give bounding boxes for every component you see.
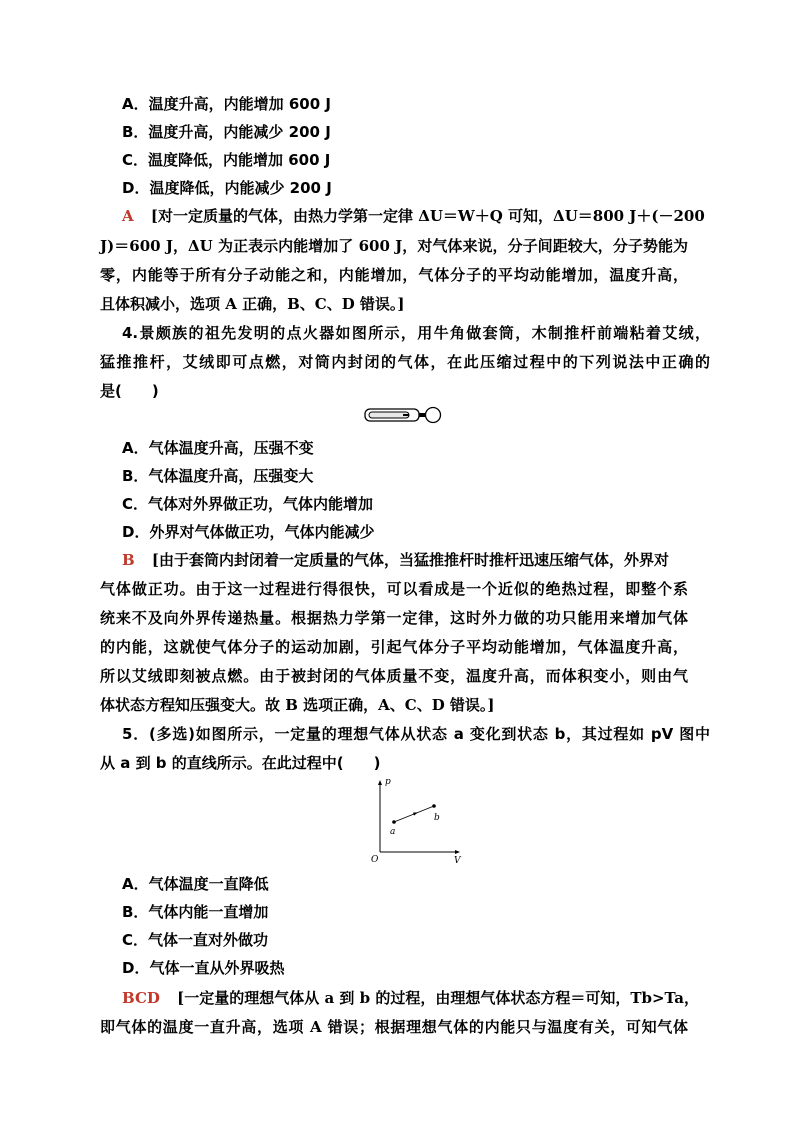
state-b-point — [432, 804, 436, 808]
q5-explanation-line — [122, 987, 708, 1009]
q5-explanation-line: 即气体的温度一直升高，选项 A 错误；根据理想气体的内能只与温度有关，可知气体 — [100, 1018, 688, 1036]
q4-explanation-line — [122, 549, 708, 571]
v-axis-arrow — [455, 850, 460, 854]
fire-piston-figure — [364, 404, 442, 426]
v-axis-label: V — [454, 856, 461, 864]
q5-stem-line: 5．(多选)如图所示，一定量的理想气体从状态 a 变化到状态 b，其过程如 pV 图中 — [122, 725, 710, 743]
state-a-label: a — [390, 827, 396, 837]
q4-explanation-line: 气体做正功。由于这一过程进行得很快，可以看成是一个近似的绝热过程，即整个系 — [100, 580, 688, 598]
origin-label: O — [371, 855, 379, 864]
q4-option-a: A．气体温度升高，压强不变 — [122, 439, 314, 457]
q4-option-d: D．外界对气体做正功，气体内能减少 — [122, 523, 375, 541]
q3-option-b: B．温度升高，内能减少 200 J — [122, 123, 331, 141]
q3-option-d: D．温度降低，内能减少 200 J — [122, 179, 332, 197]
q5-option-b: B．气体内能一直增加 — [122, 903, 269, 921]
p-axis-label: p — [385, 777, 391, 787]
state-b-label: b — [434, 813, 440, 823]
p-axis-arrow — [378, 780, 382, 785]
q3-option-a: A．温度升高，内能增加 600 J — [122, 95, 331, 113]
q4-explanation-line: 体状态方程知压强变大。故 B 选项正确，A、C、D 错误。] — [100, 696, 495, 714]
q4-stem-line: 4.景颇族的祖先发明的点火器如图所示，用牛角做套筒，木制推杆前端粘着艾绒， — [122, 324, 710, 342]
process-arrow — [413, 812, 418, 815]
pv-graph — [368, 776, 464, 864]
q4-answer: B — [122, 551, 135, 569]
state-a-point — [392, 820, 396, 824]
piston-knob — [426, 408, 441, 423]
q5-explanation-text: [一定量的理想气体从 a 到 b 的过程，由理想气体状态方程＝可知，Tb>Ta， — [177, 989, 700, 1007]
q4-stem-line: 是( ) — [100, 382, 159, 400]
q3-answer: A — [122, 207, 134, 225]
q4-option-b: B．气体温度升高，压强变大 — [122, 467, 314, 485]
q4-option-c: C．气体对外界做正功，气体内能增加 — [122, 495, 374, 513]
q4-explanation-line: 统来不及向外界传递热量。根据热力学第一定律，这时外力做的功只能用来增加气体 — [100, 609, 688, 627]
q5-answer: BCD — [122, 989, 160, 1007]
q4-explanation-line: 的内能，这就使气体分子的运动加剧，引起气体分子平均动能增加，气体温度升高， — [100, 638, 688, 656]
q3-explanation-text: [对一定质量的气体，由热力学第一定律 ΔU＝W＋Q 可知，ΔU＝800 J＋(－200 — [150, 207, 705, 225]
q3-explanation-line: 零，内能等于所有分子动能之和，内能增加，气体分子的平均动能增加，温度升高， — [100, 266, 688, 284]
q5-option-d: D．气体一直从外界吸热 — [122, 959, 285, 977]
q5-option-c: C．气体一直对外做功 — [122, 931, 269, 949]
q5-option-a: A．气体温度一直降低 — [122, 875, 269, 893]
q3-explanation-line: J)＝600 J，ΔU 为正表示内能增加了 600 J，对气体来说，分子间距较大，分子势能为 — [100, 237, 688, 255]
q4-explanation-text: [由于套筒内封闭着一定质量的气体，当猛推推杆时推杆迅速压缩气体，外界对 — [151, 551, 670, 569]
q3-explanation-line: 且体积减小，选项 A 正确，B、C、D 错误。] — [100, 295, 405, 313]
q3-option-c: C．温度降低，内能增加 600 J — [122, 151, 331, 169]
q5-stem-line: 从 a 到 b 的直线所示。在此过程中( ) — [100, 754, 381, 772]
q3-explanation-line — [122, 205, 708, 227]
q4-stem-line: 猛推推杆，艾绒即可点燃，对筒内封闭的气体，在此压缩过程中的下列说法中正确的 — [100, 353, 710, 371]
q4-explanation-line: 所以艾绒即刻被点燃。由于被封闭的气体质量不变，温度升高，而体积变小，则由气 — [100, 667, 688, 685]
